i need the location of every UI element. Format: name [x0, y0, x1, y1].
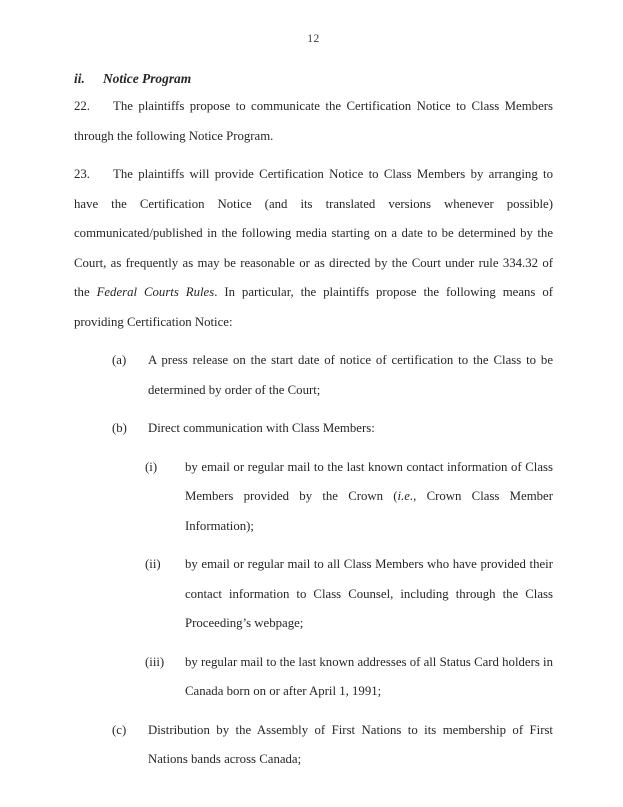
paragraph-22 — [74, 92, 553, 151]
section-heading-title: Notice Program — [103, 71, 192, 86]
paragraph-23-text-continued: . In particular, the plaintiffs propose the following means of providing Certification Notice: — [74, 285, 554, 329]
list-item-c — [74, 716, 553, 775]
list-item-b-i — [74, 453, 553, 542]
section-heading — [74, 66, 553, 92]
list-item-c-text: Distribution by the Assembly of First Nations to its membership of First Nations bands across Canada; — [148, 722, 553, 766]
list-item-b-label: (b) — [112, 421, 127, 435]
list-item-b-iii-text: by regular mail to the last known addresses of all Status Card holders in Canada born on or after April 1, 1991; — [185, 654, 553, 698]
list-item-b-ii-label: (ii) — [145, 557, 161, 571]
paragraph-23-italic-citation: Federal Courts Rules — [96, 285, 215, 299]
list-item-b-ii-text: by email or regular mail to all Class Members who have provided their contact information to Class Counsel, including through the Class Proceeding’s webpage; — [185, 557, 553, 630]
list-item-b-iii-label: (iii) — [145, 654, 165, 669]
list-item-b-i-text: by email or regular mail to the last known contact information of Class Members provided by the Crown ( — [185, 459, 553, 503]
paragraph-22-text: The plaintiffs propose to communicate the Certification Notice to Class Members through the following Notice Program. — [74, 99, 553, 143]
list-item-a-label: (a) — [112, 353, 127, 367]
paragraph-22-number: 22. — [74, 99, 90, 113]
section-heading-numeral: ii. — [74, 71, 85, 86]
paragraph-23 — [74, 160, 553, 337]
list-item-a-text: A press release on the start date of notice of certification to the Class to be determined by order of the Court; — [148, 353, 553, 397]
list-item-b-i-italic: i.e. — [397, 489, 414, 503]
list-item-b-i-label: (i) — [145, 459, 158, 474]
list-item-b-iii — [74, 648, 553, 707]
list-item-a — [74, 346, 553, 405]
paragraph-23-number: 23. — [74, 167, 90, 181]
list-item-b-i-text-continued: , Crown Class Member Information); — [185, 489, 553, 533]
list-item-b-ii — [74, 550, 553, 639]
paragraph-23-text: The plaintiffs will provide Certification Notice to Class Members by arranging to have the Certification Notice (and its translated versions whenever possible) communicated/published in the following media starting on a date to be determined by the Court, as frequently as may be reasonable or as directed by the Court under rule 334.32 of the — [74, 167, 553, 299]
list-item-b — [74, 414, 553, 444]
list-item-b-text: Direct communication with Class Members: — [148, 421, 375, 435]
page-number: 12 — [307, 33, 320, 45]
list-item-c-label: (c) — [112, 722, 127, 737]
